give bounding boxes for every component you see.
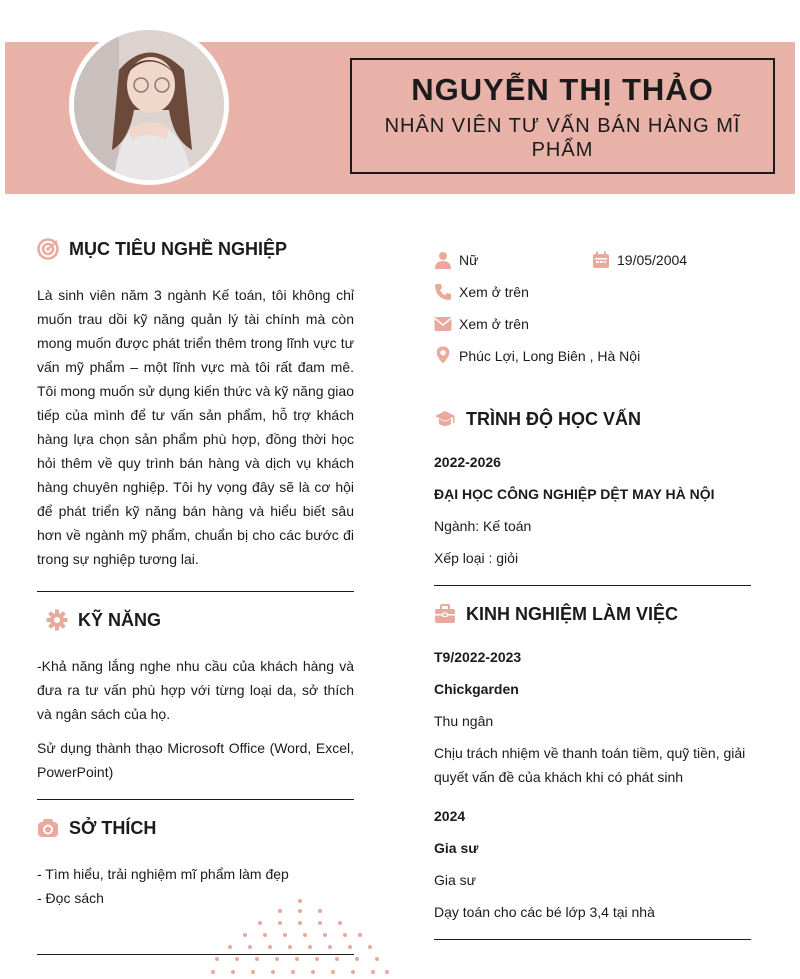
phone-icon — [434, 283, 452, 301]
job-period: T9/2022-2023 — [434, 649, 522, 665]
avatar-photo — [74, 30, 224, 180]
target-icon — [37, 238, 59, 260]
divider — [37, 591, 354, 592]
grade: Xếp loại : giỏi — [434, 550, 519, 566]
gear-icon — [46, 609, 68, 631]
objective-text: Là sinh viên năm 3 ngành Kế toán, tôi không chỉ muốn trau dồi kỹ năng quản lý tài chính mà còn mong muốn được phát triển thêm trong lĩnh vực tư vấn mỹ phẩm – một lĩnh vực mà tôi rất đam mê. Tôi mong muốn sử dụng kiến thức và kỹ năng giao tiếp của mình để tư vấn sản phẩm, hỗ trợ khách hàng lựa chọn sản phẩm phù hợp, đồng thời học hỏi thêm về quy trình bán hàng và dịch vụ khách hàng chuyên nghiệp. Tôi hy vọng đây sẽ là cơ hội để phát triển kỹ năng bán hàng và hiểu biết sâu hơn về ngành mỹ phẩm, chuẩn bị cho các bước đi trong sự nghiệp tương lai. — [37, 287, 354, 567]
hobbies-heading-label: SỞ THÍCH — [69, 817, 157, 838]
phone: Xem ở trên — [459, 284, 529, 300]
briefcase-icon — [434, 603, 456, 625]
job-company: Gia sư — [434, 840, 479, 856]
avatar — [69, 25, 229, 185]
job-position: Thu ngân — [434, 713, 494, 729]
job-description: Chịu trách nhiệm về thanh toán tiềm, quỹ tiền, giải quyết vấn đề của khách khi có phát sinh — [434, 745, 746, 785]
major: Ngành: Kế toán — [434, 518, 532, 534]
divider — [434, 585, 751, 586]
objective-heading — [37, 238, 287, 260]
objective-heading-label: MỤC TIÊU NGHỀ NGHIỆP — [69, 238, 288, 259]
skill-item: -Khả năng lắng nghe nhu cầu của khách hàng và đưa ra tư vấn phù hợp với từng loại da, sở thích và ngân sách của họ. — [37, 658, 354, 722]
skill-item: Sử dụng thành thạo Microsoft Office (Word, Excel, PowerPoint) — [37, 740, 354, 780]
graduation-cap-icon — [434, 408, 456, 430]
job-period: 2024 — [434, 808, 466, 824]
person-icon — [434, 251, 452, 269]
camera-icon — [37, 817, 59, 839]
divider — [37, 799, 354, 800]
education-heading — [434, 408, 641, 430]
skills-heading — [46, 609, 161, 631]
divider — [434, 939, 751, 940]
hobbies-heading — [37, 817, 156, 839]
decorative-dots — [205, 895, 395, 979]
hobby-item: - Tìm hiểu, trải nghiệm mĩ phẩm làm đẹp — [37, 866, 289, 882]
calendar-icon — [592, 251, 610, 269]
date-of-birth: 19/05/2004 — [617, 252, 688, 268]
experience-heading-label: KINH NGHIỆM LÀM VIỆC — [466, 603, 679, 624]
gender: Nữ — [459, 252, 479, 268]
job-description: Dạy toán cho các bé lớp 3,4 tại nhà — [434, 904, 655, 920]
hobby-item: - Đọc sách — [37, 890, 104, 906]
school-name: ĐẠI HỌC CÔNG NGHIỆP DỆT MAY HÀ NỘI — [434, 486, 715, 502]
education-heading-label: TRÌNH ĐỘ HỌC VẤN — [466, 408, 641, 429]
candidate-name: NGUYỄN THỊ THẢO — [411, 72, 714, 107]
job-title: NHÂN VIÊN TƯ VẤN BÁN HÀNG MĨ PHẨM — [384, 115, 741, 161]
education-period: 2022-2026 — [434, 454, 501, 470]
location-pin-icon — [434, 346, 452, 364]
email: Xem ở trên — [459, 316, 529, 332]
experience-heading — [434, 603, 678, 625]
name-box — [350, 58, 775, 174]
skills-heading-label: KỸ NĂNG — [78, 609, 162, 630]
email-icon — [434, 315, 452, 333]
job-company: Chickgarden — [434, 681, 519, 697]
job-position: Gia sư — [434, 872, 477, 888]
address: Phúc Lợi, Long Biên , Hà Nội — [459, 348, 641, 364]
